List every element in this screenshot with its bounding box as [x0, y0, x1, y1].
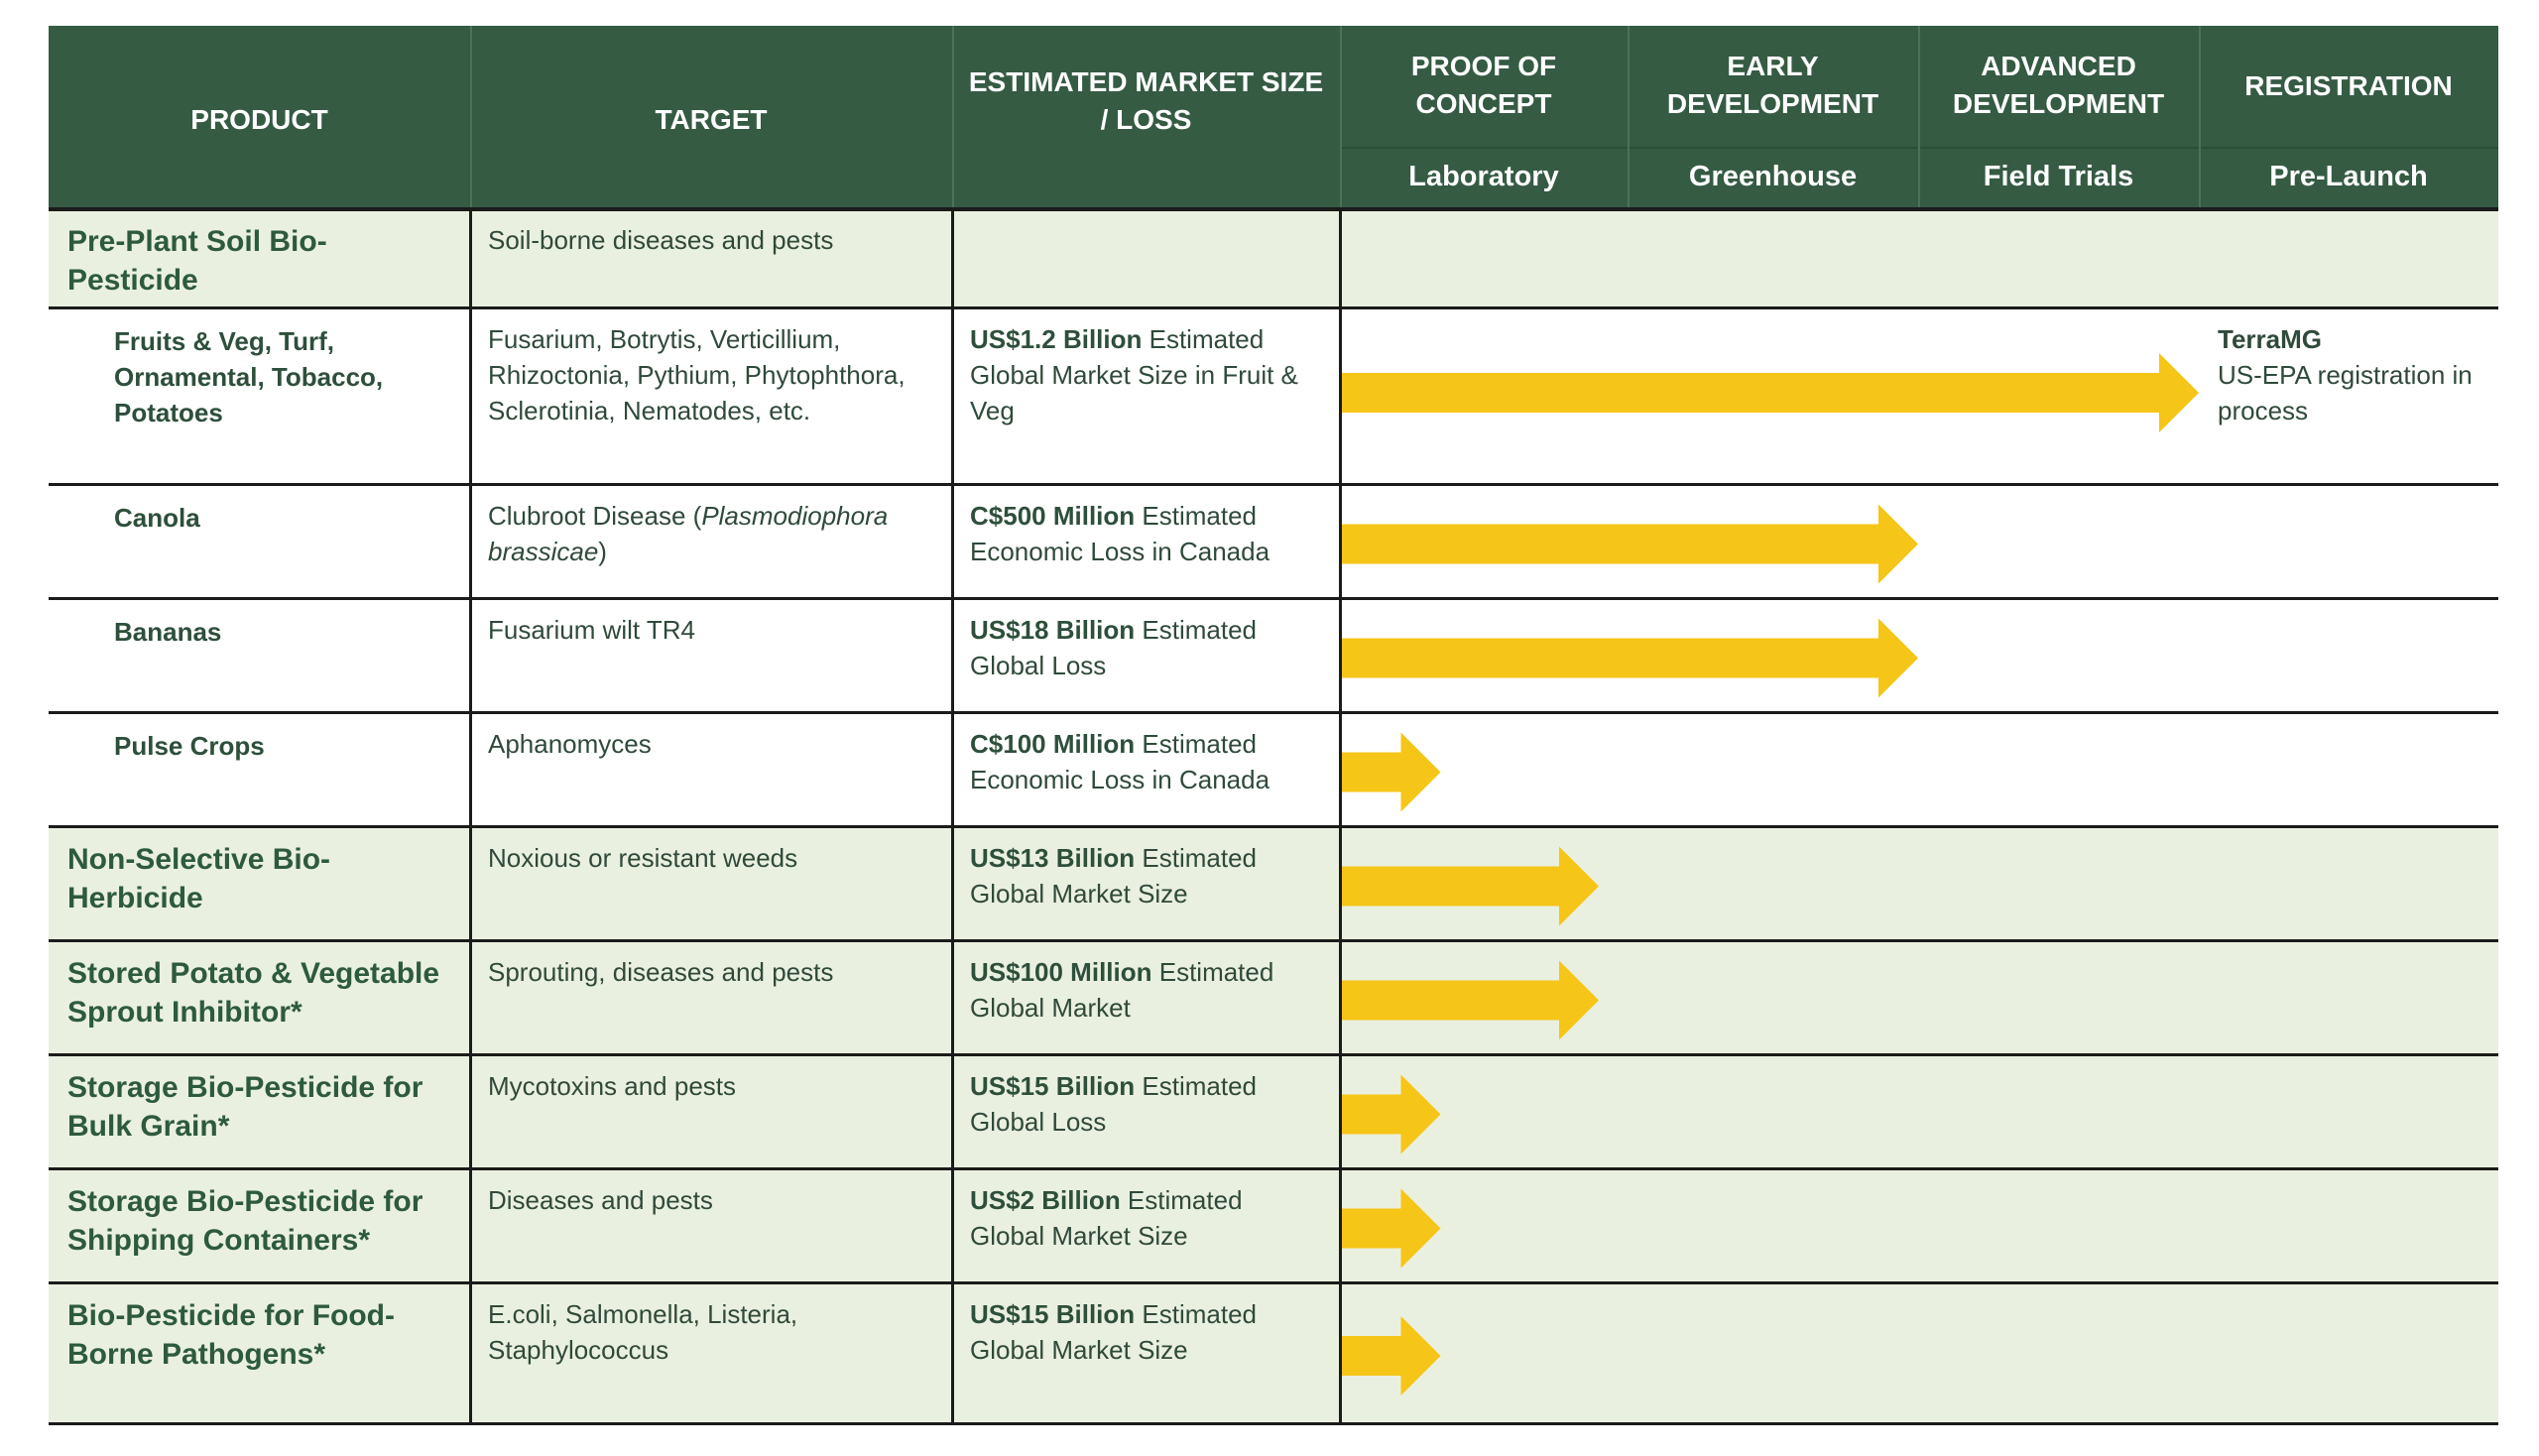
- stage-4-sub: Pre-Launch: [2269, 161, 2428, 192]
- market-value: US$1.2 Billion: [970, 324, 1143, 354]
- header-market-line2: / LOSS: [1100, 104, 1192, 135]
- market-value: C$500 Million: [970, 501, 1136, 531]
- progress-arrow: [1342, 353, 2199, 432]
- market-line: Economic Loss in Canada: [970, 765, 1270, 794]
- product-line: Fruits & Veg, Turf,: [114, 326, 334, 356]
- market-line: Global Market Size: [970, 879, 1188, 909]
- progress-arrow: [1342, 733, 1441, 812]
- target-line: E.coli, Salmonella, Listeria,: [488, 1299, 798, 1329]
- header-target: TARGET: [655, 104, 768, 135]
- progress-arrow: [1342, 847, 1599, 926]
- market-value: C$100 Million: [970, 729, 1136, 759]
- pipeline-table: [49, 26, 2498, 1424]
- product-line: Storage Bio-Pesticide for: [67, 1185, 423, 1218]
- header-product: PRODUCT: [190, 104, 328, 135]
- progress-arrow: [1342, 1075, 1441, 1154]
- target-italic-text: Plasmodiophora: [701, 501, 889, 531]
- target-line: Fusarium, Botrytis, Verticillium,: [488, 324, 841, 354]
- product-line: Potatoes: [114, 398, 223, 427]
- progress-arrow: [1342, 619, 1918, 698]
- stage-1-line2: CONCEPT: [1415, 88, 1552, 119]
- market-value: US$18 Billion: [970, 615, 1136, 645]
- target-line: Sprouting, diseases and pests: [488, 957, 834, 987]
- product-line: Sprout Inhibitor*: [67, 996, 302, 1029]
- market-text: Estimated: [1135, 1071, 1257, 1101]
- product-line: Borne Pathogens*: [67, 1338, 326, 1371]
- market-value: US$13 Billion: [970, 843, 1136, 873]
- target-line: Staphylococcus: [488, 1335, 669, 1365]
- stage-3-line2: DEVELOPMENT: [1952, 88, 2165, 119]
- progress-arrow: [1342, 961, 1599, 1040]
- market-line: Veg: [970, 396, 1015, 425]
- target-text: Clubroot Disease (: [488, 501, 702, 531]
- progress-arrow: [1342, 505, 1918, 584]
- target-line: Mycotoxins and pests: [488, 1071, 737, 1101]
- market-text: Estimated: [1151, 957, 1274, 987]
- product-line: Pre-Plant Soil Bio-Pesticide: [67, 225, 327, 297]
- stage-2-line1: EARLY: [1727, 51, 1819, 81]
- market-line: Global Market: [970, 993, 1131, 1023]
- registration-line: process: [2218, 396, 2309, 425]
- product-line: Ornamental, Tobacco,: [114, 362, 384, 392]
- market-text: Estimated: [1120, 1185, 1243, 1215]
- market-line: Global Loss: [970, 1107, 1107, 1137]
- market-text: Estimated: [1135, 729, 1257, 759]
- market-value: US$15 Billion: [970, 1299, 1136, 1329]
- product-line: Non-Selective Bio-Herbicide: [67, 843, 331, 914]
- registration-title: TerraMG: [2218, 324, 2322, 354]
- product-line: Bulk Grain*: [67, 1110, 230, 1143]
- market-text: Estimated: [1135, 843, 1257, 873]
- target-line: Noxious or resistant weeds: [488, 843, 798, 873]
- target-line: Sclerotinia, Nematodes, etc.: [488, 396, 811, 425]
- product-line: Stored Potato & Vegetable: [67, 957, 440, 990]
- market-line: Global Loss: [970, 651, 1107, 680]
- market-value: US$15 Billion: [970, 1071, 1136, 1101]
- progress-arrows: [49, 26, 2498, 1424]
- market-value: US$2 Billion: [970, 1185, 1121, 1215]
- target-italic-text: brassicae: [488, 537, 599, 566]
- market-line: Global Market Size: [970, 1221, 1188, 1251]
- header-market-line1: ESTIMATED MARKET SIZE: [968, 66, 1324, 97]
- stage-3-sub: Field Trials: [1983, 161, 2134, 192]
- target-line: Diseases and pests: [488, 1185, 713, 1215]
- stage-3-line1: ADVANCED: [1981, 51, 2136, 81]
- target-line: Aphanomyces: [488, 729, 652, 759]
- registration-line: US-EPA registration in: [2218, 360, 2473, 390]
- market-value: US$100 Million: [970, 957, 1152, 987]
- market-text: Estimated: [1135, 501, 1257, 531]
- stage-2-sub: Greenhouse: [1688, 161, 1858, 192]
- progress-arrow: [1342, 1316, 1441, 1395]
- market-text: Estimated: [1142, 324, 1265, 354]
- market-line: Global Market Size: [970, 1335, 1188, 1365]
- target-line: Fusarium wilt TR4: [488, 615, 696, 645]
- stage-1-line1: PROOF OF: [1410, 51, 1557, 81]
- target-text: ): [598, 537, 607, 566]
- target-line: Rhizoctonia, Pythium, Phytophthora,: [488, 360, 906, 390]
- stage-2-line2: DEVELOPMENT: [1666, 88, 1879, 119]
- product-line: Bananas: [114, 617, 222, 647]
- market-text: Estimated: [1135, 1299, 1257, 1329]
- stage-1-sub: Laboratory: [1408, 161, 1559, 192]
- product-line: Storage Bio-Pesticide for: [67, 1071, 423, 1104]
- progress-arrow: [1342, 1189, 1441, 1269]
- product-line: Canola: [114, 503, 200, 533]
- header-stage-4: REGISTRATION: [2244, 70, 2453, 101]
- market-text: Estimated: [1135, 615, 1257, 645]
- target-line: Soil-borne diseases and pests: [488, 225, 834, 255]
- product-line: Bio-Pesticide for Food-: [67, 1299, 395, 1332]
- product-line: Pulse Crops: [114, 731, 265, 761]
- product-line: Shipping Containers*: [67, 1224, 371, 1257]
- market-line: Economic Loss in Canada: [970, 537, 1270, 566]
- market-line: Global Market Size in Fruit &: [970, 360, 1298, 390]
